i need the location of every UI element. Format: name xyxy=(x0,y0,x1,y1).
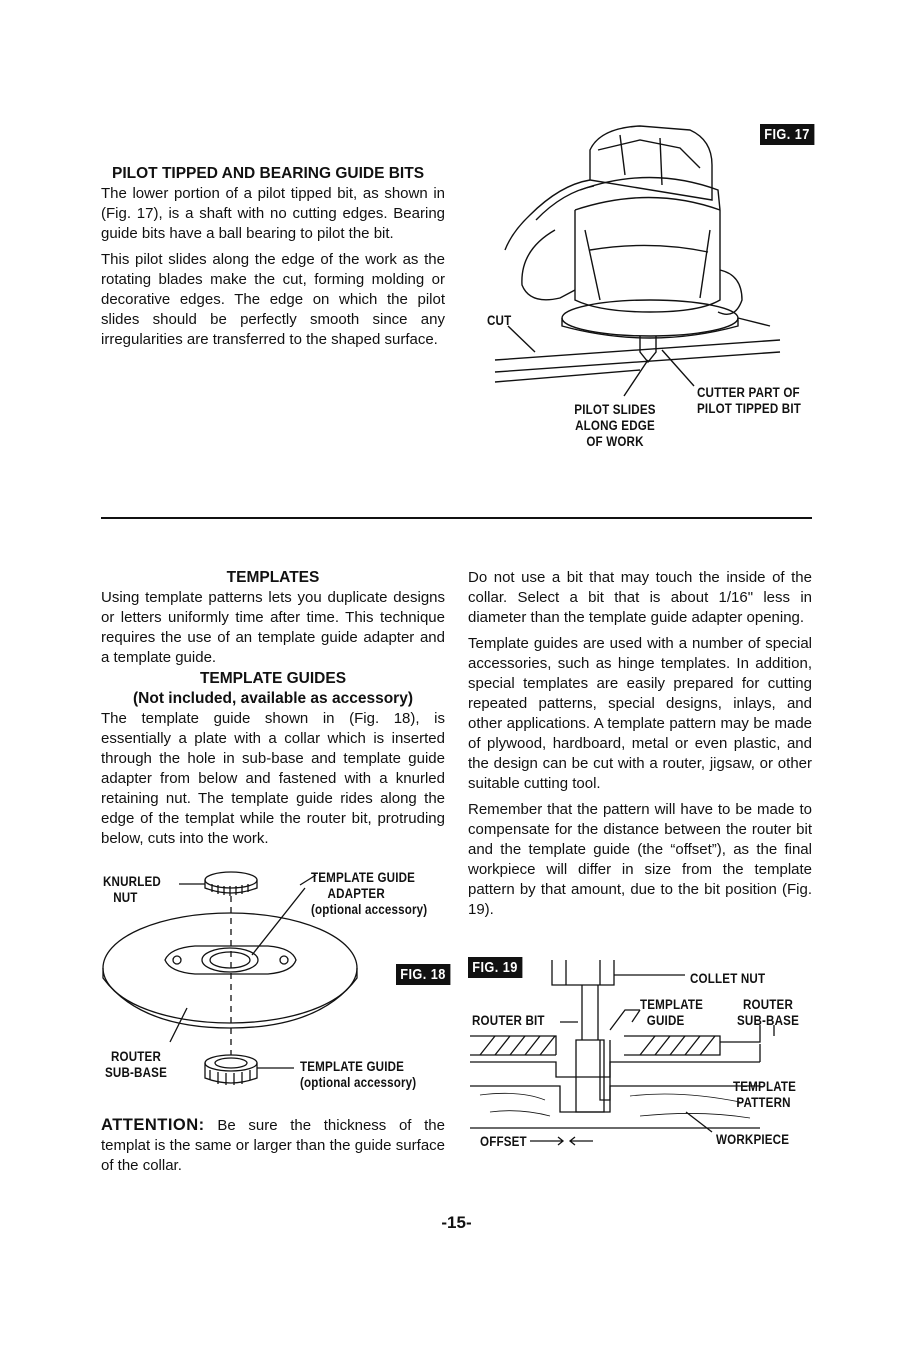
right-para-1: Do not use a bit that may touch the inside of the collar. Select a bit that is about 1/16" less in diameter than the template guide adapter opening. xyxy=(468,569,812,626)
right-para-3: Remember that the pattern will have to be made to compensate for the distance between the router bit and the template guide (the “offset”), as the final workpiece will differ in size from the template pattern by that amount, due to the bit position (Fig. 19). xyxy=(468,801,812,918)
fig19-label-router-subbase: ROUTER SUB-BASE xyxy=(736,997,800,1028)
pilot-bits-para-2: This pilot slides along the edge of the work as the rotating blades make the cut, forming molding or decorative edges. The edge on which the pilot slides should be perfectly smooth since any irregularities are transferred to the shaped surface. xyxy=(101,251,445,348)
section-heading-pilot-bits: PILOT TIPPED AND BEARING GUIDE BITS xyxy=(112,165,425,182)
fig18-label-router-subbase: ROUTER SUB-BASE xyxy=(104,1049,168,1080)
attention-text: Be sure the thickness of the templat is the same or larger than the guide surface of the collar. xyxy=(101,1117,445,1174)
pilot-bits-body xyxy=(101,184,445,356)
fig19-label-template-pattern: TEMPLATE PATTERN xyxy=(733,1079,797,1110)
right-para-2: Template guides are used with a number of special accessories, such as hinge templates. In addition, special templates are easily prepared for cutting repeated patterns, special designs, inlays, and other applications. A template pattern may be made of plywood, hardboard, metal or even plastic, and the design can be cut with a router, jigsaw, or other suitable cutting tool. xyxy=(468,635,812,792)
attention-note xyxy=(101,1115,445,1176)
section-divider xyxy=(101,517,812,519)
page-number: -15- xyxy=(441,1213,472,1232)
templates-para-1: Using template patterns lets you duplicate designs or letters uniformly time after time. This technique requires the use of an template guide adapter and a template guide. xyxy=(101,589,445,666)
fig17-badge: FIG. 17 xyxy=(760,124,814,145)
fig19-badge: FIG. 19 xyxy=(468,957,522,978)
template-guides-para: The template guide shown in (Fig. 18), is essentially a plate with a collar which is inserted through the hole in sub-base and template guide adapter from below and fastened with a knurled retaining nut. The template guide rides along the edge of the templat while the router bit, protruding below, cuts into the work. xyxy=(101,710,445,847)
fig18-label-template-guide: TEMPLATE GUIDE (optional accessory) xyxy=(300,1059,417,1090)
fig18-badge: FIG. 18 xyxy=(396,964,450,985)
template-guides-availability: (Not included, available as accessory) xyxy=(133,690,413,707)
fig17-label-pilot-slides: PILOT SLIDES ALONG EDGE OF WORK xyxy=(574,402,656,449)
fig19-label-offset: OFFSET xyxy=(480,1134,527,1149)
fig18-label-knurled-nut: KNURLED NUT xyxy=(103,874,161,905)
attention-label: ATTENTION: xyxy=(101,1116,205,1134)
template-guides-subheading: TEMPLATE GUIDES xyxy=(199,670,347,687)
right-column-text xyxy=(468,568,812,926)
fig19-label-template-guide: TEMPLATE GUIDE xyxy=(640,997,704,1028)
fig17-label-cut: CUT xyxy=(487,313,512,328)
fig19-label-router-bit: ROUTER BIT xyxy=(472,1013,545,1028)
templates-heading: TEMPLATES xyxy=(226,569,320,586)
fig19-label-workpiece: WORKPIECE xyxy=(716,1132,790,1147)
fig17-label-cutter-part: CUTTER PART OF PILOT TIPPED BIT xyxy=(697,385,802,416)
fig18-label-adapter: TEMPLATE GUIDE ADAPTER (optional accessory) xyxy=(311,870,428,917)
pilot-bits-para-1: The lower portion of a pilot tipped bit, as shown in (Fig. 17), is a shaft with no cutting edges. Bearing guide bits have a ball bearing to pilot the bit. xyxy=(101,185,445,242)
fig19-label-collet-nut: COLLET NUT xyxy=(690,971,766,986)
